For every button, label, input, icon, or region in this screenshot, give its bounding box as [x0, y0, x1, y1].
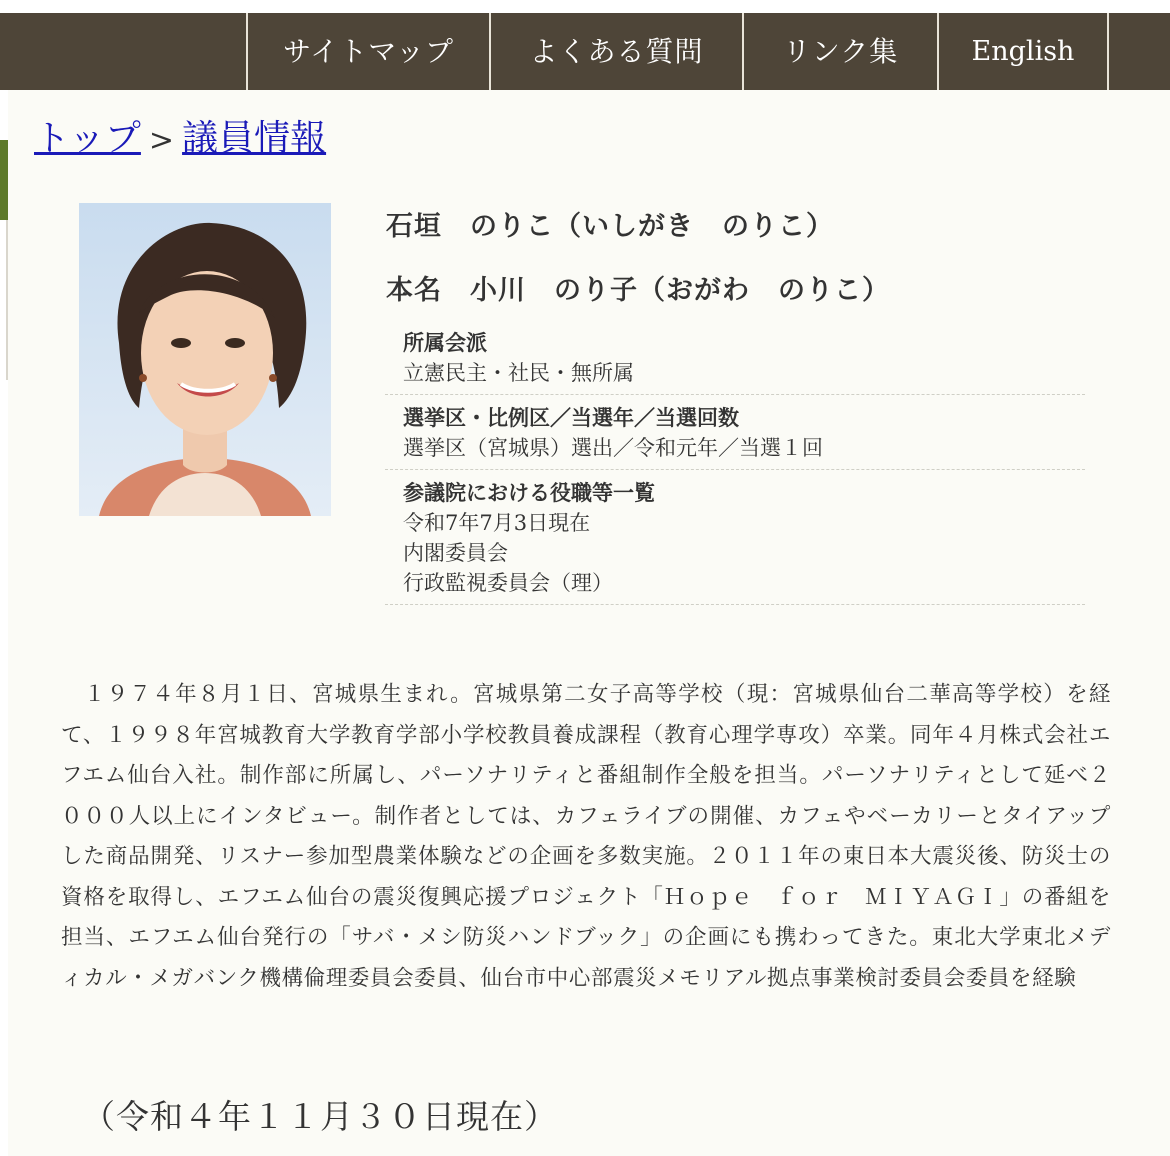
- faction-section: [385, 320, 1085, 395]
- nav-links-link[interactable]: リンク集: [782, 35, 899, 68]
- posts-date: 令和7年7月3日現在: [403, 511, 591, 535]
- left-edge: [0, 90, 8, 140]
- district-value: 選挙区（宮城県）選出／令和元年／当選１回: [403, 436, 823, 460]
- posts-label: 参議院における役職等一覧: [403, 480, 655, 505]
- breadcrumb-top-link[interactable]: トップ: [34, 118, 141, 159]
- nav-sitemap-link[interactable]: サイトマップ: [283, 35, 454, 68]
- nav-english-link[interactable]: English: [971, 36, 1075, 67]
- breadcrumb: [34, 110, 326, 161]
- member-photo: [79, 203, 331, 516]
- left-accent-bar: [0, 140, 8, 220]
- member-name: 石垣 のりこ（いしがき のりこ）: [386, 211, 834, 242]
- district-label: 選挙区・比例区／当選年／当選回数: [403, 405, 739, 430]
- top-navigation: [0, 13, 1170, 90]
- breadcrumb-separator: >: [148, 123, 175, 158]
- main-content: [8, 90, 1170, 1156]
- biography-text: １９７４年８月１日、宮城県生まれ。宮城県第二女子高等学校（現：宮城県仙台二華高等学校）を経て、１９９８年宮城教育大学教育学部小学校教員養成課程（教育心理学専攻）卒業。同年４月株式会社エフエム仙台入社。制作部に所属し、パーソナリティと番組制作全般を担当。パーソナリティとして延べ２０００人以上にインタビュー。制作者としては、カフェライブの開催、カフェやベーカリーとタイアップした商品開発、リスナー参加型農業体験などの企画を多数実施。２０１１年の東日本大震災後、防災士の資格を取得し、エフエム仙台の震災復興応援プロジェクト「Ｈｏｐｅ ｆｏｒ ＭＩＹＡＧＩ」の番組を担当、エフエム仙台発行の「サバ・メシ防災ハンドブック」の企画にも携わってきた。東北大学東北メディカル・メガバンク機構倫理委員会委員、仙台市中心部震災メモリアル拠点事業検討委員会委員を経験: [61, 682, 1111, 991]
- biography-as-of-date: （令和４年１１月３０日現在）: [82, 1097, 558, 1136]
- top-strip: [0, 0, 1170, 13]
- posts-section: [385, 470, 1085, 605]
- member-details: [385, 320, 1085, 605]
- nav-faq-link[interactable]: よくある質問: [529, 35, 704, 68]
- posts-item: 行政監視委員会（理）: [403, 571, 613, 595]
- breadcrumb-current-link[interactable]: 議員情報: [182, 118, 327, 159]
- faction-label: 所属会派: [403, 330, 487, 355]
- nav-separator: [1107, 13, 1109, 90]
- faction-value: 立憲民主・社民・無所属: [403, 361, 634, 385]
- member-real-name: 本名 小川 のり子（おがわ のりこ）: [386, 275, 890, 306]
- district-section: [385, 395, 1085, 470]
- posts-item: 内閣委員会: [403, 541, 508, 565]
